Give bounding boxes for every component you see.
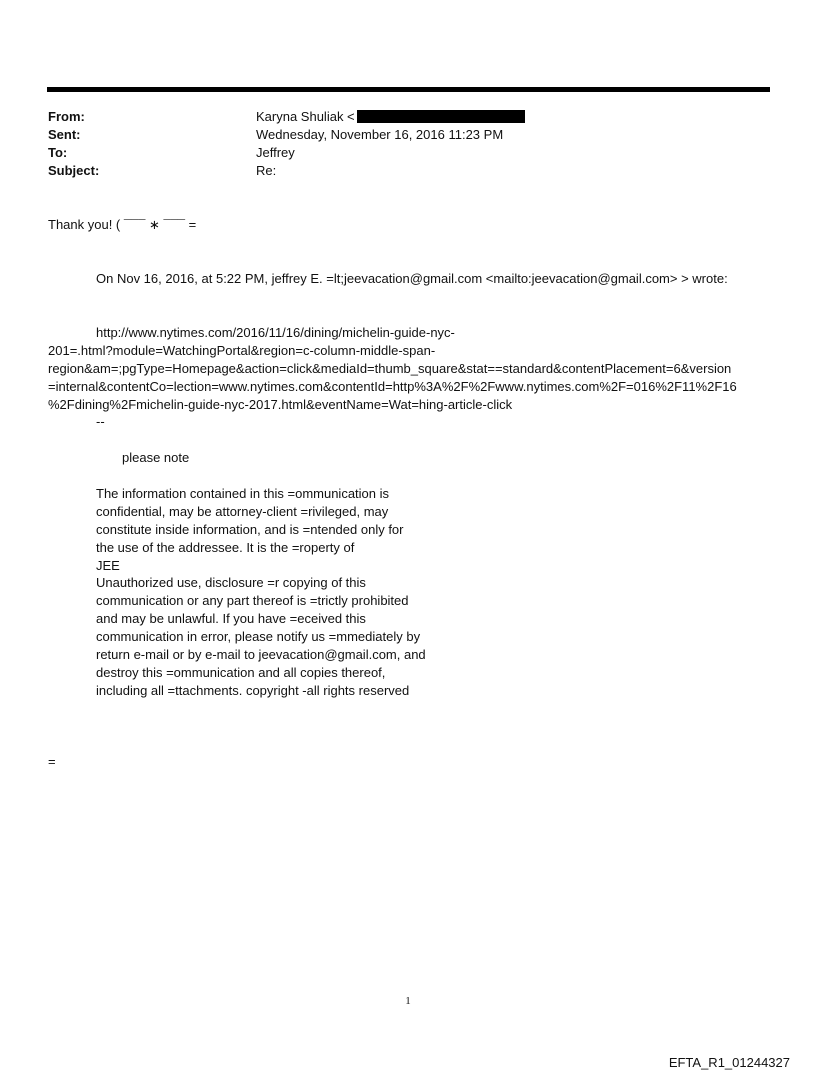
disclaimer-line: destroy this =ommunication and all copies thereof, [96, 665, 386, 680]
sent-label: Sent: [48, 127, 81, 142]
to-label: To: [48, 145, 68, 160]
header-rule [47, 87, 770, 92]
sent-value: Wednesday, November 16, 2016 11:23 PM [256, 127, 504, 142]
signature-dash: -- [96, 414, 105, 429]
disclaimer-line: communication or any part thereof is =trictly prohibited [96, 593, 409, 608]
from-name: Karyna Shuliak < [256, 109, 355, 124]
from-label: From: [48, 109, 85, 124]
disclaimer-line: confidential, may be attorney-client =rivileged, may [96, 504, 389, 519]
please-note: please note [122, 450, 190, 465]
reply-text: Thank you! ( ¯¯¯ ∗ ¯¯¯ = [48, 217, 197, 232]
url-line: http://www.nytimes.com/2016/11/16/dining/michelin-guide-nyc- [96, 325, 455, 340]
from-value [256, 108, 525, 126]
disclaimer-line: JEE [96, 558, 120, 573]
url-line: region&am=;pgType=Homepage&action=click&mediaId=thumb_square&stat==standard&contentPlacement=6&version [48, 361, 732, 376]
redaction-box [357, 110, 525, 123]
url-line: 201=.html?module=WatchingPortal&region=c-column-middle-span- [48, 343, 436, 358]
to-value: Jeffrey [256, 145, 295, 160]
page-number: 1 [405, 995, 411, 1007]
quote-header: On Nov 16, 2016, at 5:22 PM, jeffrey E. =lt;jeevacation@gmail.com <mailto:jeevacation@gmail.com> > wrote: [96, 271, 728, 286]
disclaimer-line: the use of the addressee. It is the =roperty of [96, 540, 355, 555]
trailing-equals: = [48, 754, 56, 769]
subject-label: Subject: [48, 163, 100, 178]
disclaimer-line: communication in error, please notify us =mmediately by [96, 629, 421, 644]
url-line: %2Fdining%2Fmichelin-guide-nyc-2017.html&eventName=Wat=hing-article-click [48, 397, 513, 412]
bates-number: EFTA_R1_01244327 [668, 1055, 790, 1070]
disclaimer-line: return e-mail or by e-mail to jeevacation@gmail.com, and [96, 647, 426, 662]
disclaimer-line: and may be unlawful. If you have =eceived this [96, 611, 366, 626]
disclaimer-line: The information contained in this =ommunication is [96, 486, 390, 501]
disclaimer-line: Unauthorized use, disclosure =r copying of this [96, 575, 366, 590]
subject-value: Re: [256, 163, 277, 178]
url-line: =internal&contentCo=lection=www.nytimes.com&contentId=http%3A%2F%2Fwww.nytimes.com%2F=016%2F11%2F16 [48, 379, 737, 394]
disclaimer-line: constitute inside information, and is =ntended only for [96, 522, 404, 537]
disclaimer-line: including all =ttachments. copyright -all rights reserved [96, 683, 410, 698]
